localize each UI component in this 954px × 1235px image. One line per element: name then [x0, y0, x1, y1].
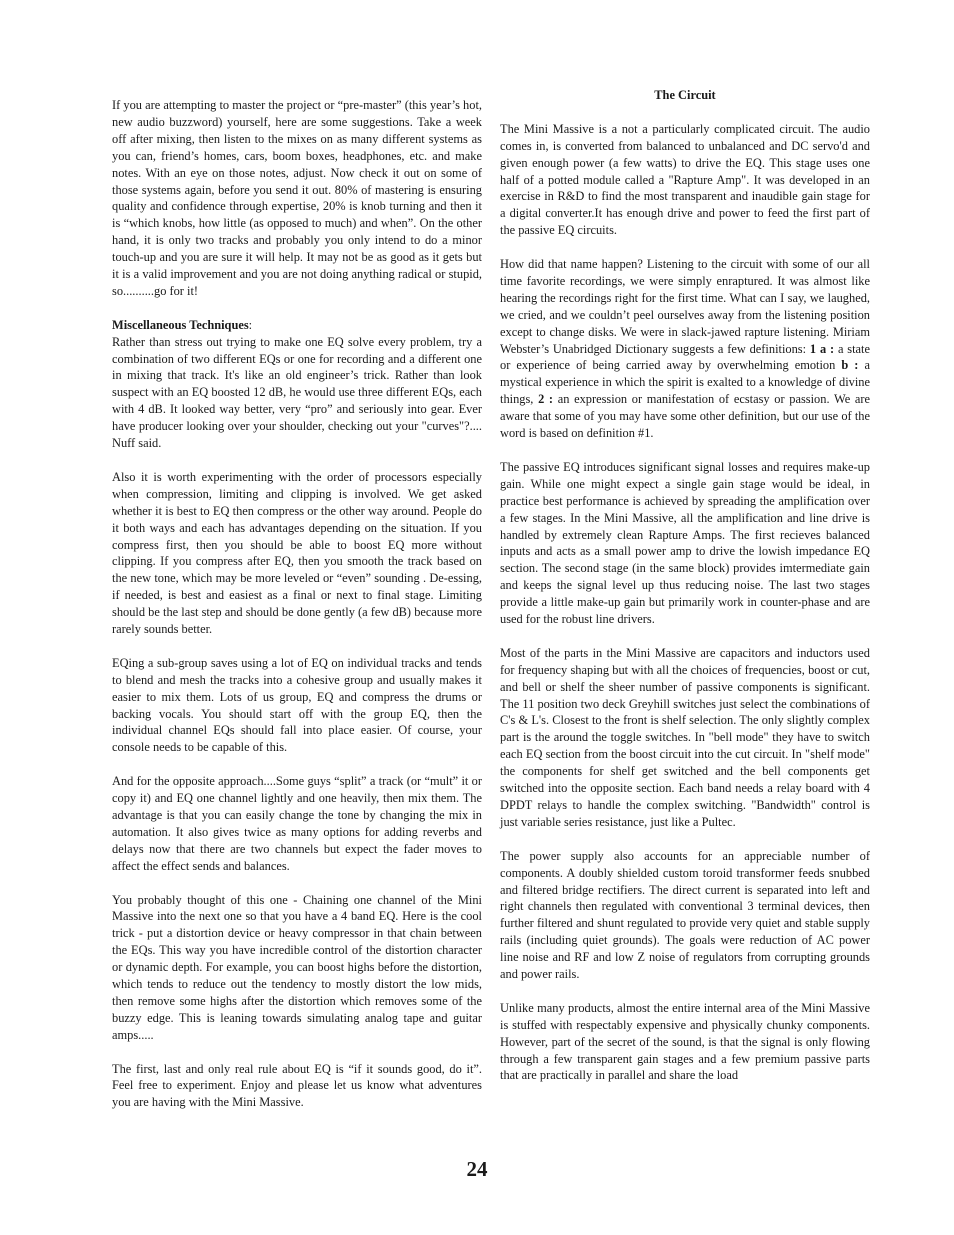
misc-heading-text: Miscellaneous Techniques: [112, 317, 249, 332]
eq-rule-paragraph: The first, last and only real rule about EQ is “if it sounds good, do it”. Feel free to experiment. Enjoy and please let us know what adventures you are having with the Mini Massive.: [112, 1061, 482, 1110]
right-column: [500, 87, 870, 1084]
left-column: [112, 97, 482, 1111]
page-number: 24: [466, 1157, 488, 1181]
parts-paragraph: Most of the parts in the Mini Massive are capacitors and inductors used for frequency shaping but with all the choices of frequencies, boost or cut, and bell or shelf the sheer number of passive components is significant. The 11 position two deck Greyhill switches just select the combinations of C's & L's. Closest to the front is shelf selection. The only slightly complex part is the around the toggle switches. In "bell mode" they have to switch each EQ section from the boost circuit into the cut circuit. In "shelf mode" the components for shelf get switched and the bell components get switched into the opposite section. Each band needs a relay board with 4 DPDT relays to handle the complex switching. "Bandwidth" control is just variable series resistance, just like a Pultec.: [500, 645, 870, 829]
misc-heading-colon: :: [248, 317, 253, 332]
definition-2-label: 2 :: [538, 392, 554, 407]
misc-paragraph: Rather than stress out trying to make one EQ solve every problem, try a combination of two different EQs or one for recording and a different one in mixing that track. It's like an old engineer’s trick. Rather than look suspect with an EQ boosted 12 dB, he would use three different EQs, each with 4 dB. It looked way better, very “pro” and seriously into gear. Ever have producer looking over your shoulder, checking out your "curves"?.... Nuff said.: [112, 334, 482, 451]
circuit-paragraph-1: The Mini Massive is a not a particularly complicated circuit. The audio comes in, is converted from balanced to unbalanced and DC servo'd and given enough power (a few watts) to drive the EQ. This stage uses one half of a potted module called a "Rapture Amp". It was developed in an exercise in R&D to find the most transparent and inaudible gain stage for a digital converter.It has enough drive and power to feed the first part of the passive EQ circuits.: [500, 121, 870, 238]
name-text-a: How did that name happen? Listening to the circuit with some of our all time favorite recordings, we were simply enraptured. It was almost like hearing the recordings right for the first time. What can I say, we laughed, we cried, and we couldn’t peel ourselves away from the listening position except to change disks. We were in slack-jawed rapture listening. Miriam Webster’s Unabridged Dictionary suggests a few definitions:: [500, 257, 870, 356]
misc-techniques-heading: [112, 317, 482, 334]
mastering-paragraph: If you are attempting to master the project or “pre-master” (this year’s hot, new audio buzzword) yourself, here are some suggestions. Take a week off after mixing, then listen to the mixes on as many different systems as you can, friend’s homes, cars, boom boxes, headphones, etc. and make notes. With an eye on those notes, adjust. Now check it out on some of those systems again, before you send it out. 80% of mastering is ensuring quality and confidence through expertise, 20% is knob turning and then it is “which knobs, how little (as opposed to much) and when”. On the other hand, it is only two tracks and probably you only intend to do a minor touch-up and you are sure it will help. It may not be as good as it gets but it is a valid improvement and you are not doing anything radical or stupid, so..........go for it!: [112, 98, 482, 298]
name-origin-paragraph: [500, 256, 870, 442]
name-text-b: a state or experience of being carried away by overwhelming emotion: [500, 341, 870, 373]
split-track-paragraph: And for the opposite approach....Some guys “split” a track (or “mult” it or copy it) and EQ one channel lightly and one heavily, then mix them. The advantage is that you can easily change the tone by changing the mix in automation. It also gives twice as many options for adding reverbs and delays now that there are two channels but expect the fader moves to affect the effect sends and balances.: [112, 774, 482, 873]
definition-1a-label: 1 a :: [809, 341, 835, 356]
definition-b-label: b :: [841, 358, 859, 373]
chaining-paragraph: You probably thought of this one - Chaining one channel of the Mini Massive into the next one so that you have a 4 band EQ. Here is the cool trick - put a distortion device or heavy compressor in that chain between the EQs. This way you have incredible control of the distortion character or dynamic depth. For example, you can boost highs before the distortion, which tends to reduce out the tendency to mostly distort the low mids, then remove some highs after the distortion which removes some of the buzzy edge. This is leaning towards simulating analog tape and guitar amps.....: [112, 892, 482, 1042]
name-text-c: a mystical experience in which the spirit is exalted to a knowledge of divine things,: [500, 358, 870, 407]
circuit-heading: The Circuit: [654, 88, 716, 102]
internal-area-paragraph: Unlike many products, almost the entire internal area of the Mini Massive is stuffed with respectably expensive and physically chunky components. However, part of the secret of the sound, is that the signal is only flowing through a few transparent gain stages and a few premium passive parts that are practically in parallel and share the load: [500, 1000, 870, 1083]
name-text-d: an expression or manifestation of ecstasy or passion. We are aware that some of you may have some other definition, but our use of the word is based on definition #1.: [500, 392, 870, 441]
subgroup-paragraph: EQing a sub-group saves using a lot of EQ on individual tracks and tends to blend and mesh the tracks into a cohesive group and usually makes it easier to mix them. Lots of us group, EQ and compress the drums or backing vocals. You should start off with the group EQ, then the individual channel EQs should fall into place easier. Of course, your console needs to be capable of this.: [112, 655, 482, 755]
processor-order-paragraph: Also it is worth experimenting with the order of processors especially when compression, limiting and clipping is involved. We get asked whether it is best to EQ then compress or the other way around. People do it both ways and each has advantages depending on the situation. If you compress first, then you should be able to boost EQ more without clipping. If you compress after EQ, then you smooth the track based on the new tone, which may be more leveled or “even” sounding . De-essing, if needed, is best and easiest as a final or next to final stage. Limiting should be the last step and should be done gently (a few dB) because more rarely sounds better.: [112, 469, 482, 637]
power-supply-paragraph: The power supply also accounts for an appreciable number of components. A doubly shielded custom toroid transformer feeds snubbed and filtered bridge rectifiers. The direct current is separated into left and right channels then regulated with conventional 3 terminal devices, then further filtered and shunt regulated to provide very quiet and stable supply rails (including quiet grounds). The goals were reduction of AC power line noise and RF and low Z noise of regulators from corrupting grounds and power rails.: [500, 848, 870, 982]
passive-eq-paragraph: The passive EQ introduces significant signal losses and requires make-up gain. While one might expect a single gain stage would be ideal, in practice best performance is achieved by spreading the amplification over a few stages. In the Mini Massive, all the amplification and line drive is handled by extremely clean Rapture Amps. The first recieves balanced inputs and acts as a small power amp to drive the lowish impedance EQ section. The second stage (in the same block) provides imtermediate gain and keeps the signal level up thus reducing noise. The last two stages provide a little make-up gain but primarily work in counter-phase and are used for the robust line drivers.: [500, 459, 870, 627]
